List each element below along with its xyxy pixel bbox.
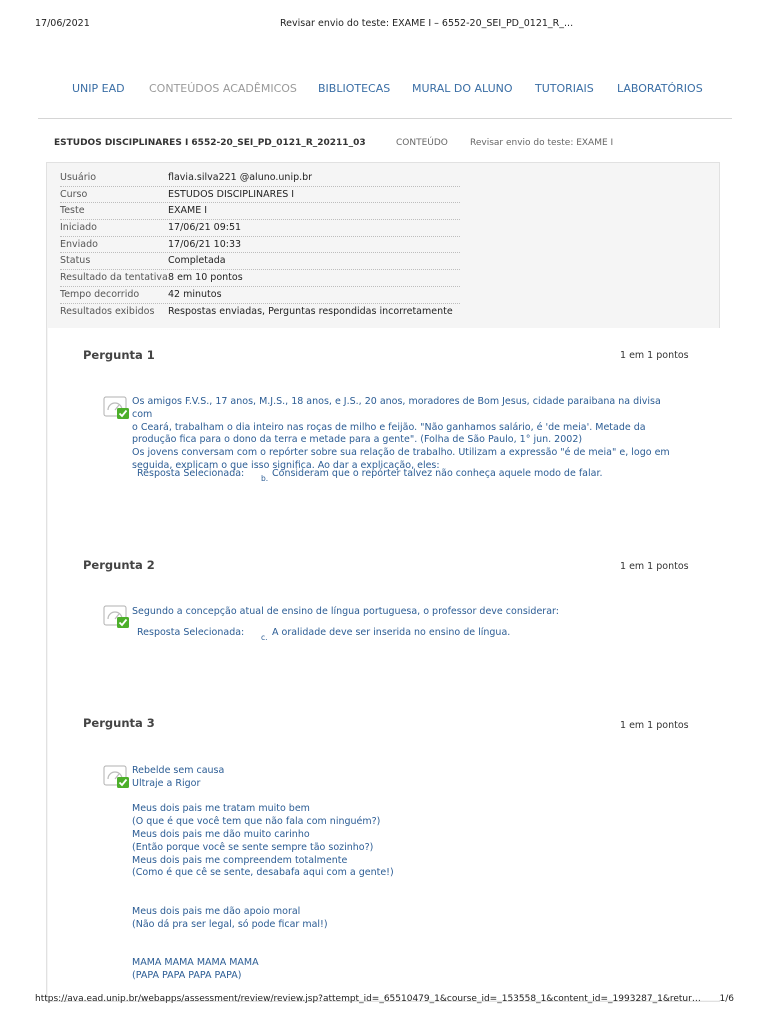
info-row-enviado xyxy=(60,237,460,254)
question-line: Meus dois pais me compreendem totalmente xyxy=(132,854,348,866)
question-line xyxy=(132,880,672,893)
nav-bibliotecas[interactable]: BIBLIOTECAS xyxy=(318,82,391,95)
question-line xyxy=(132,893,672,906)
info-value: flavia.silva221 @aluno.unip.br xyxy=(168,172,313,183)
info-value: Respostas enviadas, Perguntas respondidas incorretamente xyxy=(168,305,453,317)
nav-unip-ead[interactable]: UNIP EAD xyxy=(72,82,125,95)
nav-divider xyxy=(38,118,732,119)
question-1-text xyxy=(132,396,672,473)
breadcrumb xyxy=(0,138,768,152)
print-header xyxy=(0,0,768,40)
question-line: o Ceará, trabalham o dia inteiro nas roças de milho e feijão. "Não ganhamos salário, é 'de meia'. Metade da xyxy=(132,421,646,433)
info-row-resultado xyxy=(60,270,460,287)
info-row-status xyxy=(60,253,460,270)
info-row-curso xyxy=(60,187,460,204)
info-value: 17/06/21 09:51 xyxy=(168,222,242,234)
question-line: Ultraje a Rigor xyxy=(132,777,201,789)
question-2-title: Pergunta 2 xyxy=(83,558,155,572)
print-title: Revisar envio do teste: EXAME I – 6552-20_SEI_PD_0121_R_... xyxy=(280,18,574,29)
info-row-usuario xyxy=(60,170,460,187)
print-footer xyxy=(0,994,768,1014)
info-value: ESTUDOS DISCIPLINARES I xyxy=(168,188,295,200)
question-line: (Como é que cê se sente, desabafa aqui com a gente!) xyxy=(132,867,394,879)
breadcrumb-course[interactable]: ESTUDOS DISCIPLINARES I 6552-20_SEI_PD_0121_R_20211_03 xyxy=(54,138,366,148)
breadcrumb-content[interactable]: CONTEÚDO xyxy=(396,138,448,148)
info-label: Resultado da tentativa xyxy=(60,272,168,284)
question-line: (O que é que você tem que não fala com ninguém?) xyxy=(132,816,381,828)
question-line: Meus dois pais me dão muito carinho xyxy=(132,828,310,840)
question-1-title: Pergunta 1 xyxy=(83,348,155,362)
selected-answer-label: Resposta Selecionada: xyxy=(137,468,245,479)
question-2-text xyxy=(132,606,672,619)
question-line: Os jovens conversam com o repórter sobre sua relação de trabalho. Utilizam a expressão "é de meia" e, logo em xyxy=(132,447,670,459)
info-value: EXAME I xyxy=(168,205,208,217)
nav-conteudos-academicos[interactable]: CONTEÚDOS ACADÊMICOS xyxy=(149,82,297,95)
correct-check-icon xyxy=(103,765,129,789)
info-label: Enviado xyxy=(60,238,98,250)
breadcrumb-current: Revisar envio do teste: EXAME I xyxy=(470,138,614,148)
question-1-points: 1 em 1 pontos xyxy=(620,350,689,361)
info-row-teste xyxy=(60,203,460,220)
info-label: Resultados exibidos xyxy=(60,305,155,317)
selected-answer-text: A oralidade deve ser inserida no ensino de língua. xyxy=(272,627,511,638)
question-3-text xyxy=(132,765,672,983)
question-3-points: 1 em 1 pontos xyxy=(620,720,689,731)
question-line: (Então porque você se sente sempre tão sozinho?) xyxy=(132,841,374,853)
question-3-title: Pergunta 3 xyxy=(83,716,155,730)
question-line xyxy=(132,944,672,957)
attempt-info-table xyxy=(60,170,460,320)
info-value: Completada xyxy=(168,255,226,267)
info-value: 17/06/21 10:33 xyxy=(168,238,242,250)
nav-laboratorios[interactable]: LABORATÓRIOS xyxy=(617,82,703,95)
info-label: Curso xyxy=(60,188,88,200)
question-line: Rebelde sem causa xyxy=(132,765,225,776)
top-nav xyxy=(0,80,768,100)
nav-tutoriais[interactable]: TUTORIAIS xyxy=(535,82,594,95)
info-value: 8 em 10 pontos xyxy=(168,272,243,284)
print-date: 17/06/2021 xyxy=(35,18,90,29)
info-label: Status xyxy=(60,255,91,267)
question-line: MAMA MAMA MAMA MAMA xyxy=(132,956,259,968)
question-line: (PAPA PAPA PAPA PAPA) xyxy=(132,969,242,981)
question-line: Meus dois pais me tratam muito bem xyxy=(132,803,310,815)
info-value: 42 minutos xyxy=(168,288,222,300)
correct-check-icon xyxy=(103,396,129,420)
question-line: produção fica para o dono da terra e metade para a gente". (Folha de São Paulo, 1° jun. 2002) xyxy=(132,434,583,446)
selected-answer-letter: c. xyxy=(261,633,268,642)
info-row-iniciado xyxy=(60,220,460,237)
footer-page-number: 1/6 xyxy=(719,994,734,1004)
info-row-tempo xyxy=(60,287,460,304)
info-label: Usuário xyxy=(60,172,97,183)
selected-answer-label: Resposta Selecionada: xyxy=(137,627,245,638)
info-label: Iniciado xyxy=(60,222,97,234)
question-line xyxy=(132,931,672,944)
correct-check-icon xyxy=(103,605,129,629)
question-line: Meus dois pais me dão apoio moral xyxy=(132,905,301,917)
selected-answer-letter: b. xyxy=(261,474,269,483)
question-2-points: 1 em 1 pontos xyxy=(620,561,689,572)
footer-url: https://ava.ead.unip.br/webapps/assessment/review/review.jsp?attempt_id=_65510479_1&course_id=_153558_1&content_id=_1993287_1&retur… xyxy=(35,994,701,1004)
question-line: Os amigos F.V.S., 17 anos, M.J.S., 18 anos, e J.S., 20 anos, moradores de Bom Jesus, cidade paraibana na divisa com xyxy=(132,396,661,420)
question-line: Segundo a concepção atual de ensino de língua portuguesa, o professor deve considerar: xyxy=(132,606,559,617)
nav-mural-do-aluno[interactable]: MURAL DO ALUNO xyxy=(412,82,513,95)
info-row-resultados-exibidos xyxy=(60,304,460,321)
info-label: Tempo decorrido xyxy=(60,288,140,300)
question-line xyxy=(132,791,672,804)
question-line: (Não dá pra ser legal, só pode ficar mal!) xyxy=(132,918,328,930)
selected-answer-text: Consideram que o repórter talvez não conheça aquele modo de falar. xyxy=(272,468,603,479)
question-line: seguida, explicam o que isso significa. Ao dar a explicação, eles: xyxy=(132,459,440,471)
info-label: Teste xyxy=(60,205,85,217)
